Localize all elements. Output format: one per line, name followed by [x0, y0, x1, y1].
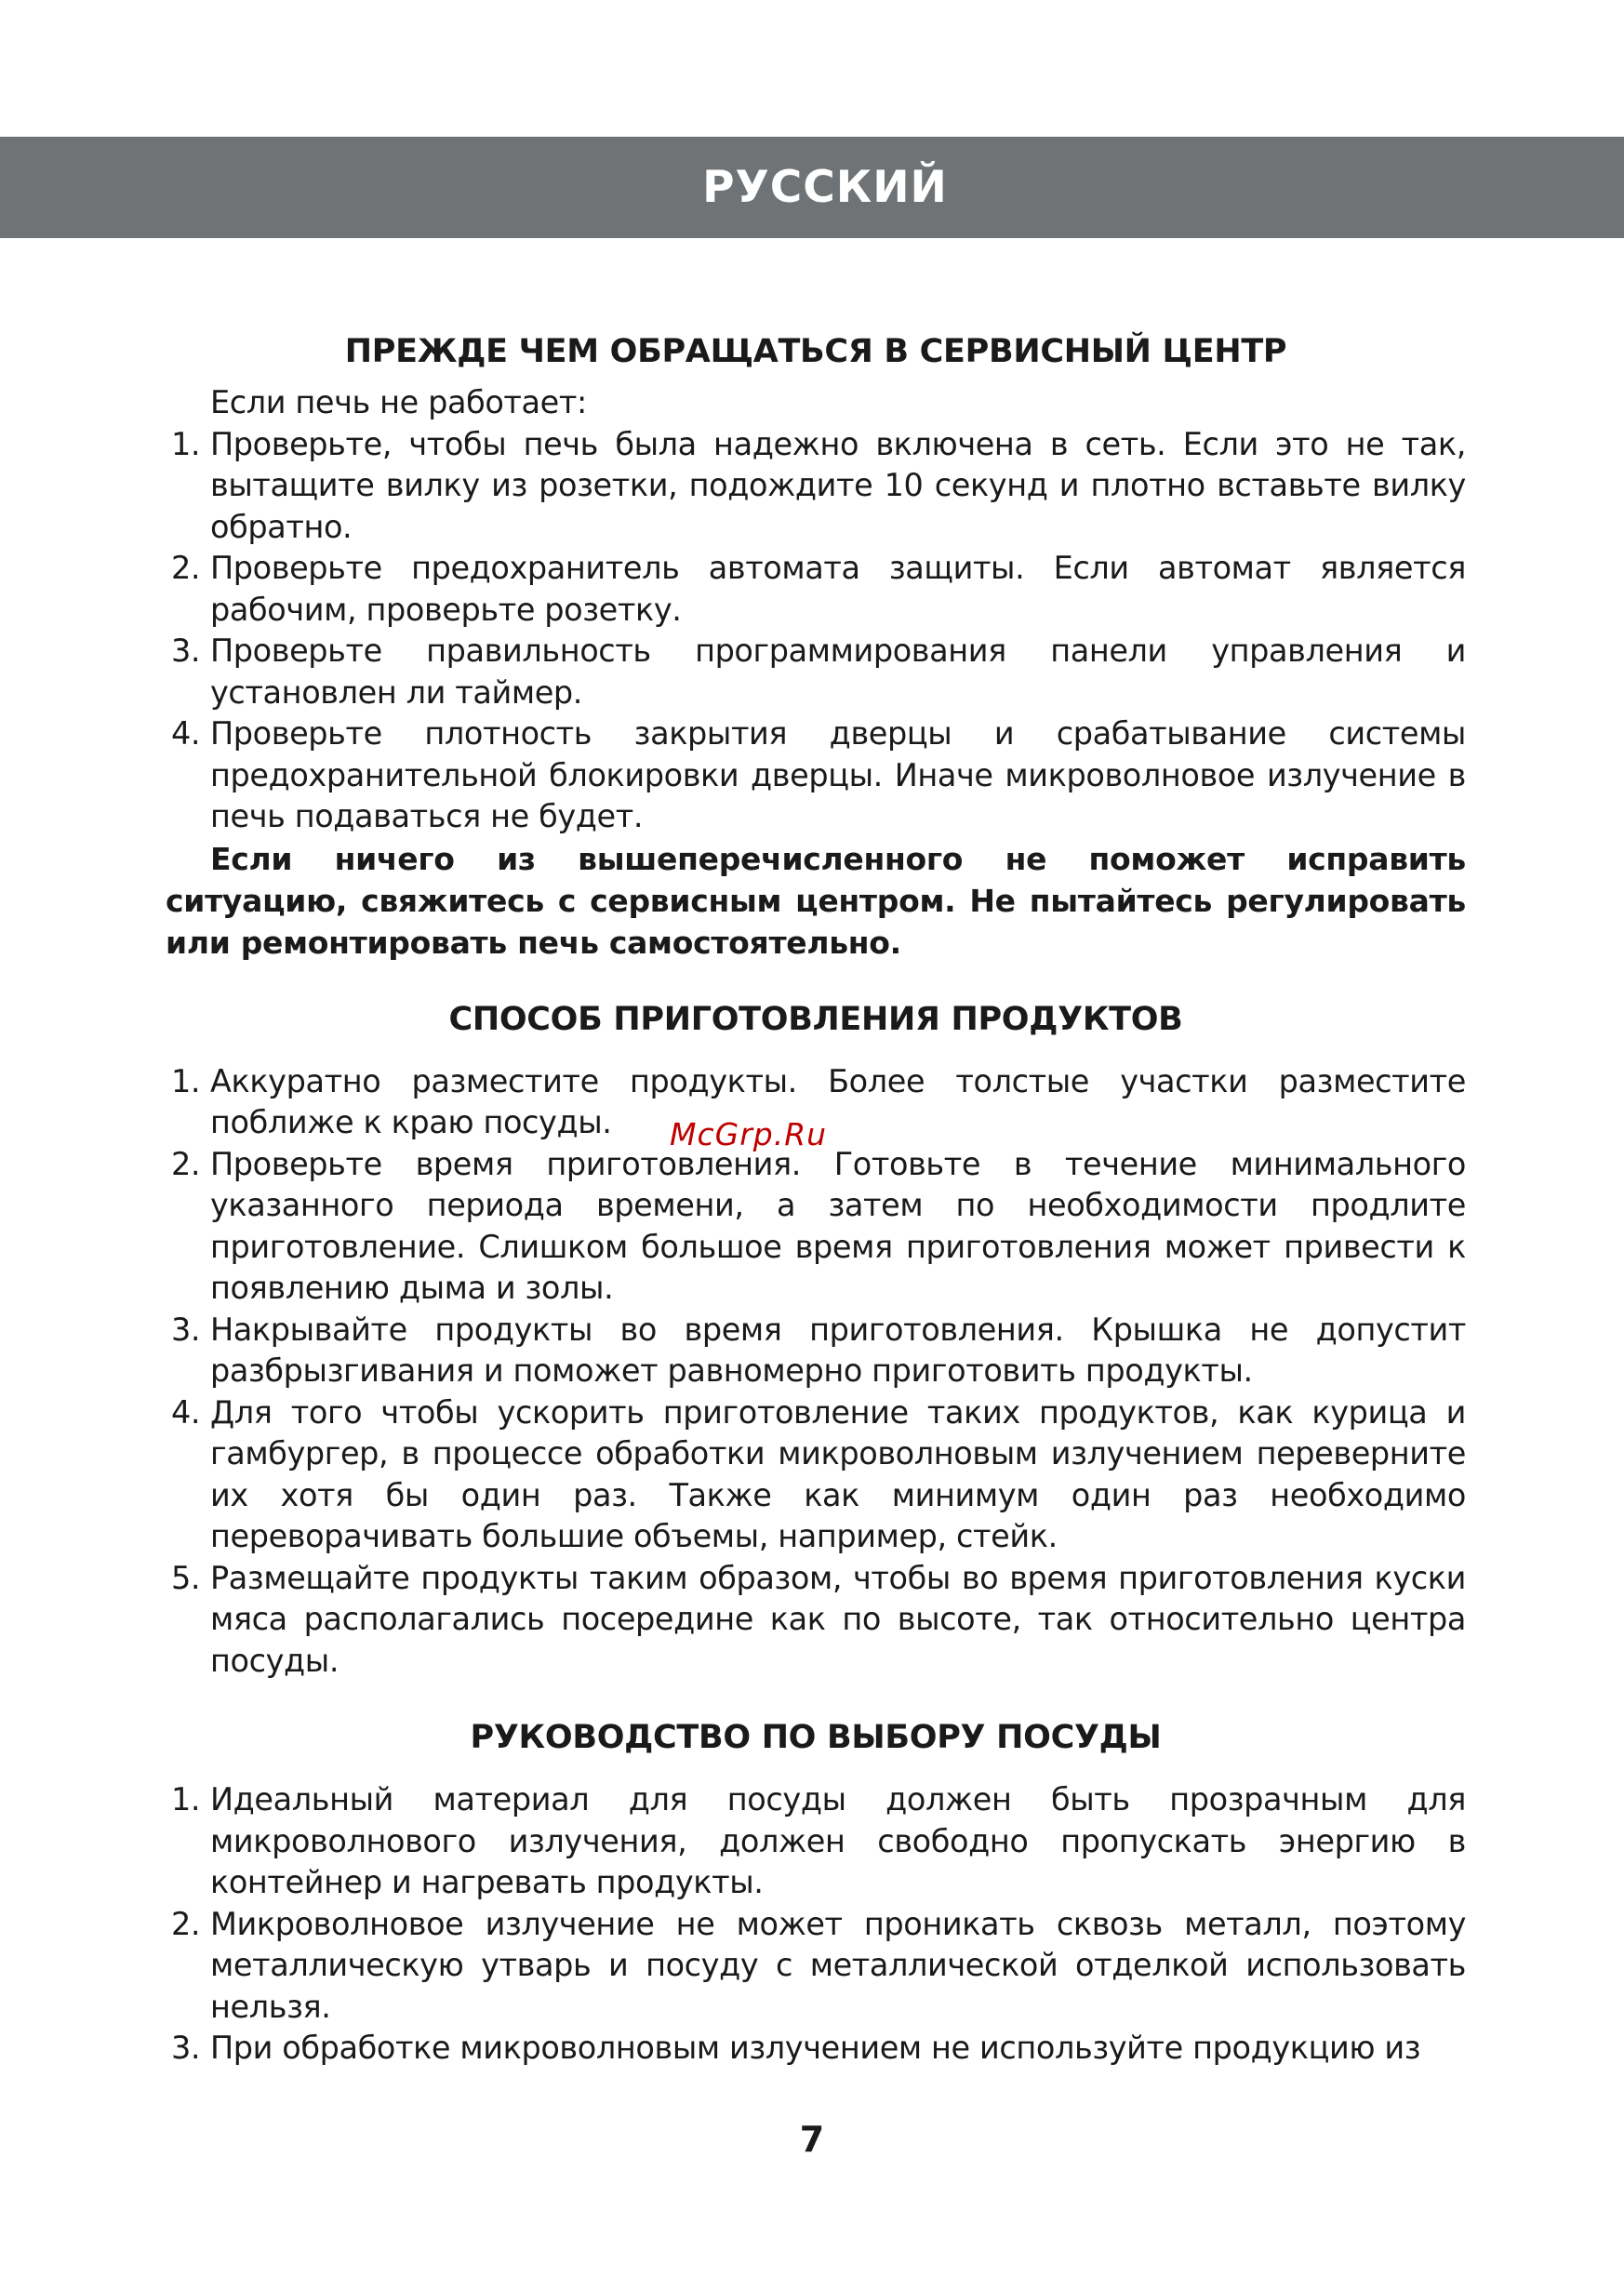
section-title-cooking: СПОСОБ ПРИГОТОВЛЕНИЯ ПРОДУКТОВ [448, 1000, 1183, 1038]
section-intro: Если печь не работает: [210, 384, 587, 420]
list-item: 2. Проверьте время приготовления. Готовьте в течение минимального указанного периода времени, а затем по необходимости продлите приготовление. Слишком большое время приготовления может привести к появлению дыма и золы. [171, 1145, 1466, 1306]
cookware-list [166, 1779, 1466, 2070]
list-item: 4. Проверьте плотность закрытия дверцы и срабатывание системы предохранительной блокировки дверцы. Иначе микроволновое излучение в печь подаваться не будет. [171, 715, 1466, 834]
section-title-cookware: РУКОВОДСТВО ПО ВЫБОРУ ПОСУДЫ [470, 1719, 1162, 1756]
list-item: 1. Аккуратно разместите продукты. Более толстые участки разместите поближе к краю посуды. [171, 1062, 1466, 1140]
list-item: 1. Проверьте, чтобы печь была надежно включена в сеть. Если это не так, вытащите вилку из розетки, подождите 10 секунд и плотно вставьте вилку обратно. [171, 425, 1466, 545]
service-warning: Если ничего из вышеперечисленного не поможет исправить ситуацию, свяжитесь с сервисным центром. Не пытайтесь регулировать или ремонтировать печь самостоятельно. [166, 840, 1466, 961]
list-item: 5. Размещайте продукты таким образом, чтобы во время приготовления куски мяса располагались посередине как по высоте, так относительно центра посуды. [171, 1559, 1466, 1679]
troubleshooting-list [166, 424, 1466, 838]
language-banner [0, 137, 1624, 238]
page-number: 7 [799, 2119, 825, 2160]
language-title: РУССКИЙ [702, 162, 948, 213]
section-title-service: ПРЕЖДЕ ЧЕМ ОБРАЩАТЬСЯ В СЕРВИСНЫЙ ЦЕНТР [344, 333, 1287, 370]
cooking-list [166, 1061, 1466, 1683]
list-item: 2. Проверьте предохранитель автомата защиты. Если автомат является рабочим, проверьте розетку. [171, 550, 1466, 628]
list-item: 2. Микроволновое излучение не может проникать сквозь металл, поэтому металлическую утварь и посуду с металлической отделкой использовать нельзя. [171, 1905, 1466, 2025]
list-item: 3. Проверьте правильность программирования панели управления и установлен ли таймер. [171, 632, 1466, 711]
page-content [166, 331, 1466, 2070]
list-item: 4. Для того чтобы ускорить приготовление таких продуктов, как курица и гамбургер, в процессе обработки микроволновым излучением переверните их хотя бы один раз. Также как минимум один раз необходимо переворачивать большие объемы, например, стейк. [171, 1393, 1466, 1554]
watermark: McGrp.Ru [670, 1116, 828, 1152]
list-item: 3. При обработке микроволновым излучением не используйте продукцию из [171, 2030, 1421, 2066]
list-item: 1. Идеальный материал для посуды должен быть прозрачным для микроволнового излучения, должен свободно пропускать энергию в контейнер и нагревать продукты. [171, 1781, 1466, 1900]
list-item: 3. Накрывайте продукты во время приготовления. Крышка не допустит разбрызгивания и поможет равномерно приготовить продукты. [171, 1311, 1466, 1389]
